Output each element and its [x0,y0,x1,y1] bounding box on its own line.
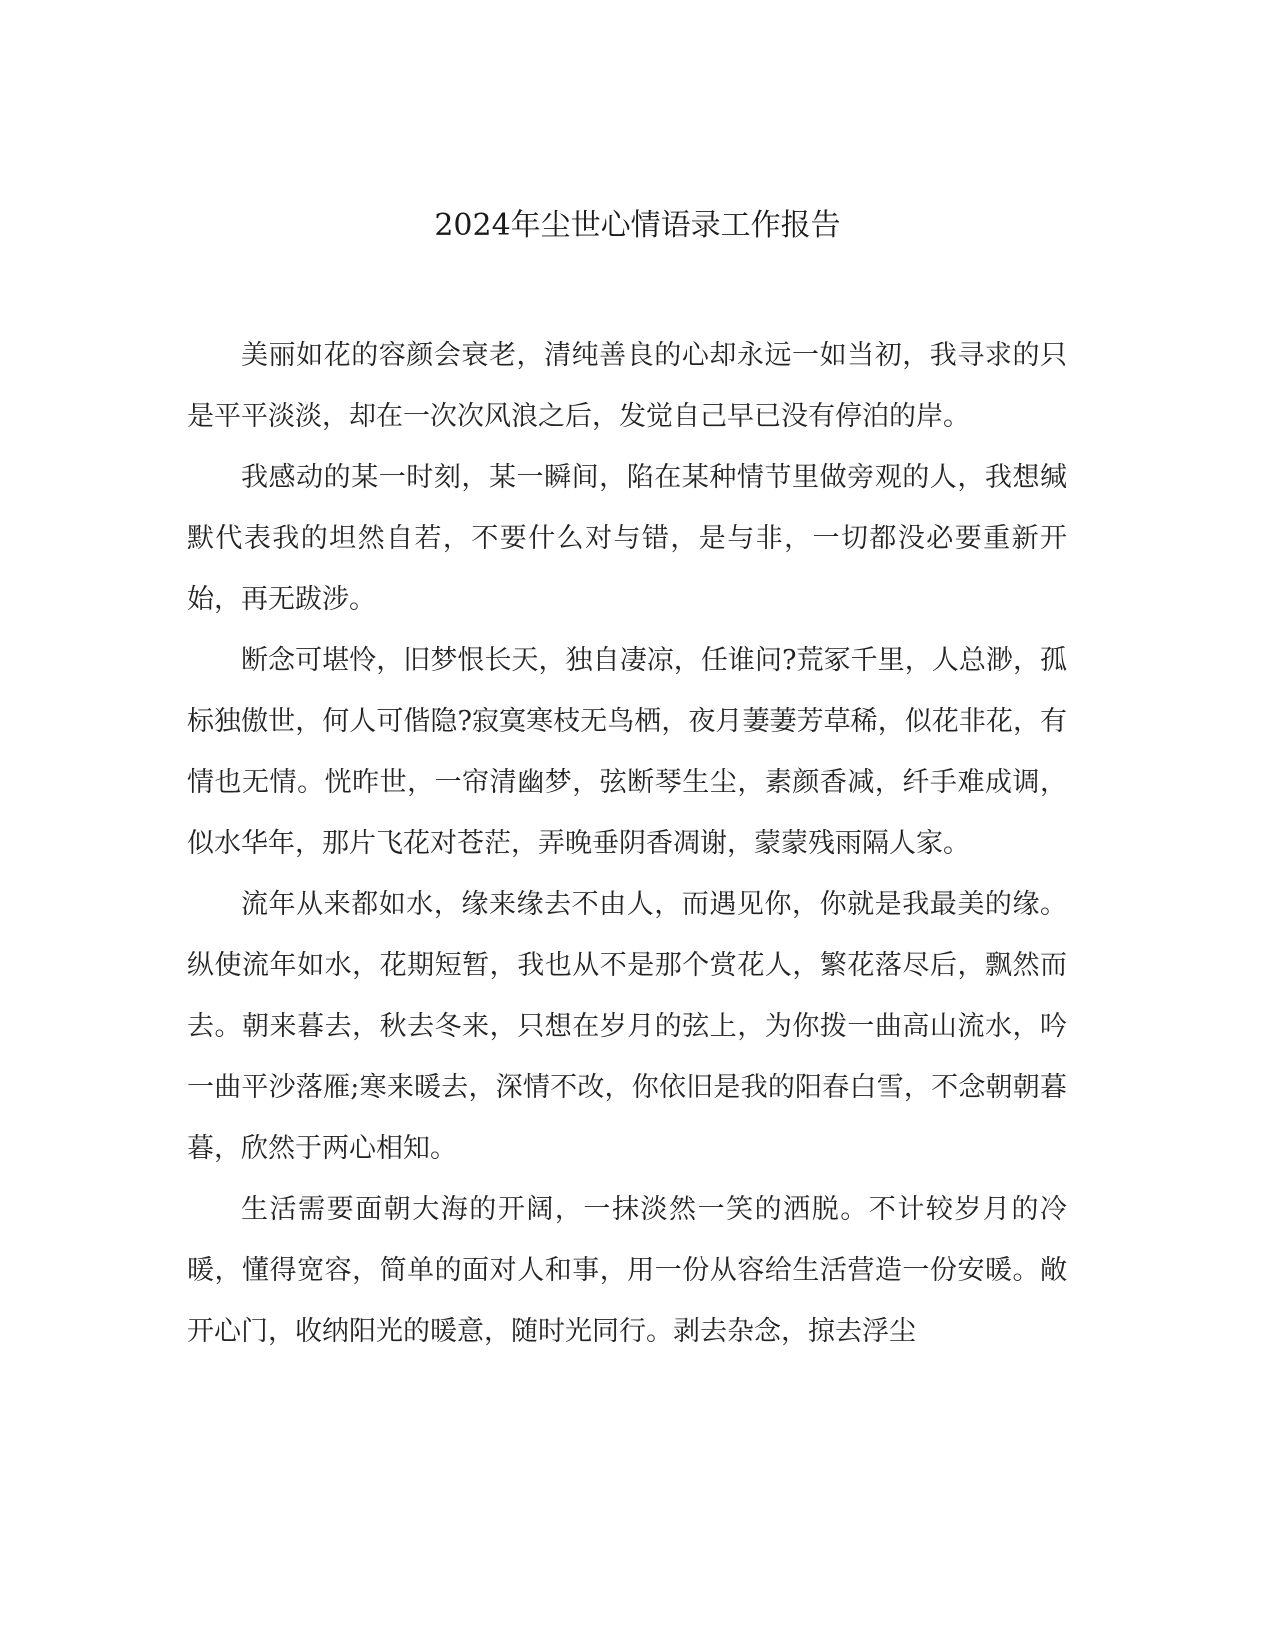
document-body [187,325,1067,1362]
paragraph: 我感动的某一时刻，某一瞬间，陷在某种情节里做旁观的人，我想缄默代表我的坦然自若，不要什么对与错，是与非，一切都没必要重新开始，再无跋涉。 [187,462,1067,615]
paragraph: 流年从来都如水，缘来缘去不由人，而遇见你，你就是我最美的缘。纵使流年如水，花期短暂，我也从不是那个赏花人，繁花落尽后，飘然而去。朝来暮去，秋去冬来，只想在岁月的弦上，为你拨一曲高山流水，吟一曲平沙落雁;寒来暖去，深情不改，你依旧是我的阳春白雪，不念朝朝暮暮，欣然于两心相知。 [187,889,1067,1164]
paragraph: 美丽如花的容颜会衰老，清纯善良的心却永远一如当初，我寻求的只是平平淡淡，却在一次次风浪之后，发觉自己早已没有停泊的岸。 [187,340,1067,432]
document-title: 2024年尘世心情语录工作报告 [434,208,841,243]
paragraph: 生活需要面朝大海的开阔，一抹淡然一笑的洒脱。不计较岁月的冷暖，懂得宽容，简单的面对人和事，用一份从容给生活营造一份安暖。敞开心门，收纳阳光的暖意，随时光同行。剥去杂念，掠去浮尘 [187,1194,1067,1347]
paragraph: 断念可堪怜，旧梦恨长天，独自凄凉，任谁问?荒冢千里，人总渺，孤标独傲世，何人可偕隐?寂寞寒枝无鸟栖，夜月萋萋芳草稀，似花非花，有情也无情。恍昨世，一帘清幽梦，弦断琴生尘，素颜香减，纤手难成调，似水华年，那片飞花对苍茫，弄晚垂阴香凋谢，蒙蒙残雨隔人家。 [187,645,1067,859]
